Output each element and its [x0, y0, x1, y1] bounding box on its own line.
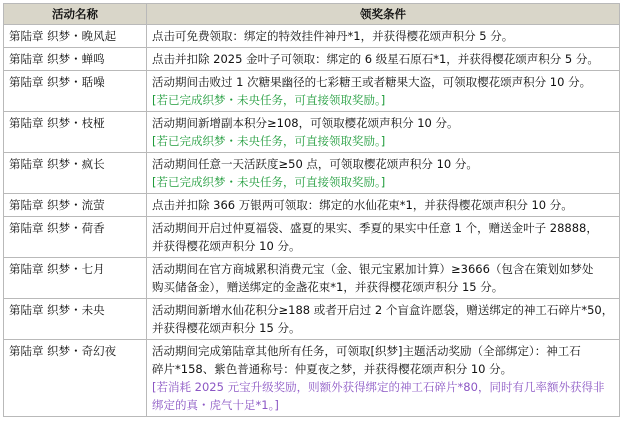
condition-text: 活动期间击败过 1 次糖果幽径的七彩糖王或者糖果大盗，可领取樱花颂声积分 10 分。 [152, 75, 592, 89]
table-row [4, 25, 620, 48]
condition-note: [若消耗 2025 元宝升级奖励，则额外获得绑定的神工石碎片*80，同时有几率额外获得非 [152, 380, 605, 394]
activity-name-cell: 第陆章 织梦・奇幻夜 [4, 340, 147, 417]
condition-cell [147, 71, 620, 112]
reward-table [3, 3, 620, 417]
condition-text: 点击并扣除 2025 金叶子可领取：绑定的 6 级星石原石*1，并获得樱花颂声积分 5 分。 [152, 52, 599, 66]
condition-cell [147, 194, 620, 217]
table-row [4, 48, 620, 71]
table-row [4, 153, 620, 194]
condition-note: 绑定的真・虎气十足*1。] [152, 398, 279, 412]
table-row [4, 112, 620, 153]
condition-text: 点击并扣除 366 万银两可领取：绑定的水仙花束*1，并获得樱花颂声积分 10 分。 [152, 198, 573, 212]
condition-cell [147, 48, 620, 71]
activity-name-cell: 第陆章 织梦・聒噪 [4, 71, 147, 112]
condition-note: [若已完成织梦・未央任务，可直接领取奖励。] [152, 134, 386, 148]
condition-cell [147, 112, 620, 153]
header-activity-name: 活动名称 [4, 4, 147, 25]
condition-text: 活动期间完成第陆章其他所有任务，可领取[织梦]主题活动奖励（全部绑定）：神工石 [152, 344, 581, 358]
table-header-row [4, 4, 620, 25]
condition-text: 点击可免费领取：绑定的特效挂件神丹*1，并获得樱花颂声积分 5 分。 [152, 29, 514, 43]
activity-name-cell: 第陆章 织梦・蝉鸣 [4, 48, 147, 71]
condition-note: [若已完成织梦・未央任务，可直接领取奖励。] [152, 93, 386, 107]
activity-name-cell: 第陆章 织梦・七月 [4, 258, 147, 299]
activity-name-cell: 第陆章 织梦・晚风起 [4, 25, 147, 48]
table-row [4, 71, 620, 112]
condition-text: 并获得樱花颂声积分 10 分。 [152, 239, 301, 253]
activity-name-cell: 第陆章 织梦・荷香 [4, 217, 147, 258]
condition-cell [147, 340, 620, 417]
table-row [4, 340, 620, 417]
condition-text: 碎片*158、紫色普通称号：仲夏夜之梦，并获得樱花颂声积分 10 分。 [152, 362, 513, 376]
table-row [4, 258, 620, 299]
condition-cell [147, 217, 620, 258]
table-row [4, 194, 620, 217]
condition-text: 并获得樱花颂声积分 15 分。 [152, 321, 301, 335]
condition-text: 活动期间新增副本积分≥108，可领取樱花颂声积分 10 分。 [152, 116, 459, 130]
table-row [4, 299, 620, 340]
condition-cell [147, 25, 620, 48]
condition-cell [147, 153, 620, 194]
condition-text: 活动期间新增水仙花积分≥188 或者开启过 2 个盲盒许愿袋，赠送绑定的神工石碎片*50， [152, 303, 614, 317]
condition-cell [147, 258, 620, 299]
condition-text: 活动期间在官方商城累积消费元宝（金、银元宝累加计算）≥3666（包含在策划如梦处 [152, 262, 594, 276]
condition-text: 活动期间任意一天活跃度≥50 点，可领取樱花颂声积分 10 分。 [152, 157, 478, 171]
condition-note: [若已完成织梦・未央任务，可直接领取奖励。] [152, 175, 386, 189]
header-reward-condition: 领奖条件 [147, 4, 620, 25]
condition-text: 购买储备金），赠送绑定的金盏花束*1，并获得樱花颂声积分 15 分。 [152, 280, 504, 294]
activity-name-cell: 第陆章 织梦・流萤 [4, 194, 147, 217]
activity-name-cell: 第陆章 织梦・疯长 [4, 153, 147, 194]
activity-name-cell: 第陆章 织梦・未央 [4, 299, 147, 340]
condition-text: 活动期间开启过仲夏福袋、盛夏的果实、季夏的果实中任意 1 个，赠送金叶子 28888， [152, 221, 598, 235]
table-row [4, 217, 620, 258]
condition-cell [147, 299, 620, 340]
activity-name-cell: 第陆章 织梦・枝桠 [4, 112, 147, 153]
